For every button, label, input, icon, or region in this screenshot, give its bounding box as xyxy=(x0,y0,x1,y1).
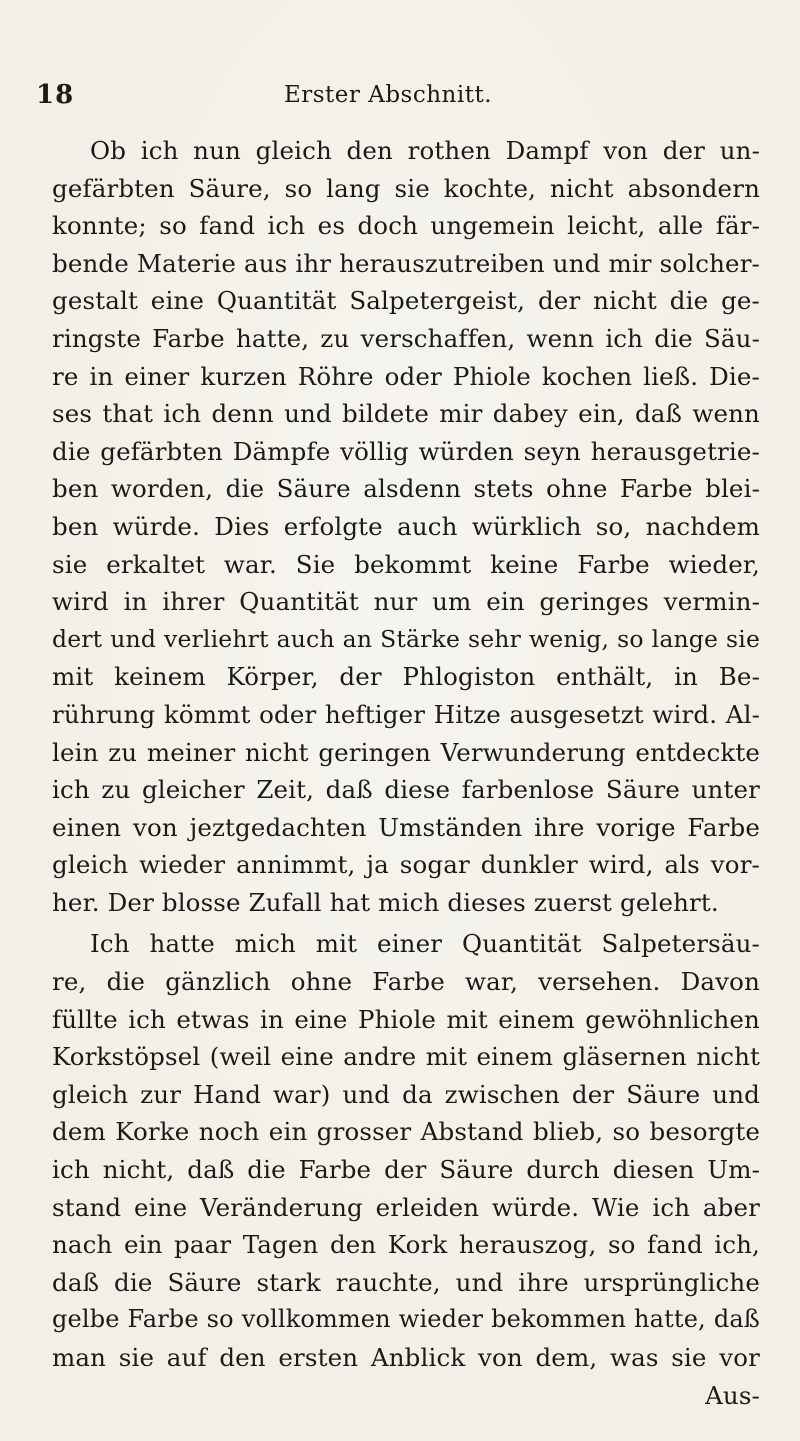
catchword: Aus- xyxy=(705,1380,760,1410)
text-line: gestalt eine Quantität Salpetergeist, der nicht die ge- xyxy=(52,286,760,316)
text-line: her. Der blosse Zufall hat mich dieses zuerst gelehrt. xyxy=(52,887,719,917)
text-line: ben worden, die Säure alsdenn stets ohne Farbe blei- xyxy=(52,474,760,504)
text-line: dem Korke noch ein grosser Abstand blieb, so besorgte xyxy=(52,1117,760,1147)
text-line: ich zu gleicher Zeit, daß diese farbenlose Säure unter xyxy=(52,775,760,805)
text-line: daß die Säure stark rauchte, und ihre ursprüngliche xyxy=(52,1267,760,1297)
text-line: re in einer kurzen Röhre oder Phiole kochen ließ. Die- xyxy=(52,361,760,391)
text-line: gleich wieder annimmt, ja sogar dunkler wird, als vor- xyxy=(52,850,760,880)
paragraph-1 xyxy=(52,132,760,921)
text-line: ses that ich denn und bildete mir dabey ein, daß wenn xyxy=(52,399,760,429)
text-line: wird in ihrer Quantität nur um ein geringes vermin- xyxy=(52,587,760,617)
text-line: mit keinem Körper, der Phlogiston enthält, in Be- xyxy=(52,662,760,692)
text-line: re, die gänzlich ohne Farbe war, versehen. Davon xyxy=(52,967,760,997)
text-line: gelbe Farbe so vollkommen wieder bekommen hatte, daß xyxy=(52,1305,760,1334)
text-line: man sie auf den ersten Anblick von dem, was sie vor xyxy=(52,1343,760,1372)
text-line: gefärbten Säure, so lang sie kochte, nicht absondern xyxy=(52,173,760,203)
text-line: dert und verliehrt auch an Stärke sehr wenig, so lange sie xyxy=(52,624,760,653)
text-line: füllte ich etwas in eine Phiole mit einem gewöhnlichen xyxy=(52,1004,760,1034)
text-line: die gefärbten Dämpfe völlig würden seyn herausgetrie- xyxy=(52,436,760,466)
text-line: bende Materie aus ihr herauszutreiben und mir solcher- xyxy=(52,248,760,278)
text-line: Ob ich nun gleich den rothen Dampf von der un- xyxy=(90,136,760,165)
text-line: Ich hatte mich mit einer Quantität Salpetersäu- xyxy=(90,929,760,959)
page-number: 18 xyxy=(36,80,75,110)
text-line: gleich zur Hand war) und da zwischen der Säure und xyxy=(52,1079,760,1109)
body-text xyxy=(52,132,760,1414)
text-line: Korkstöpsel (weil eine andre mit einem gläsernen nicht xyxy=(52,1042,760,1072)
paragraph-2 xyxy=(52,925,760,1376)
text-line: nach ein paar Tagen den Kork herauszog, so fand ich, xyxy=(52,1230,760,1260)
running-head xyxy=(36,80,740,120)
text-line: sie erkaltet war. Sie bekommt keine Farbe wieder, xyxy=(52,549,760,579)
text-line: stand eine Veränderung erleiden würde. Wie ich aber xyxy=(52,1192,760,1222)
text-line: lein zu meiner nicht geringen Verwunderung entdeckte xyxy=(52,737,760,767)
running-title: Erster Abschnitt. xyxy=(283,82,493,108)
text-line: ringste Farbe hatte, zu verschaffen, wenn ich die Säu- xyxy=(52,323,760,353)
text-line: konnte; so fand ich es doch ungemein leicht, alle fär- xyxy=(52,211,760,241)
text-line: ich nicht, daß die Farbe der Säure durch diesen Um- xyxy=(52,1155,760,1185)
text-line: ben würde. Dies erfolgte auch würklich so, nachdem xyxy=(52,511,760,541)
text-line: einen von jeztgedachten Umständen ihre vorige Farbe xyxy=(52,812,760,842)
text-line: rührung kömmt oder heftiger Hitze ausgesetzt wird. Al- xyxy=(52,699,760,729)
